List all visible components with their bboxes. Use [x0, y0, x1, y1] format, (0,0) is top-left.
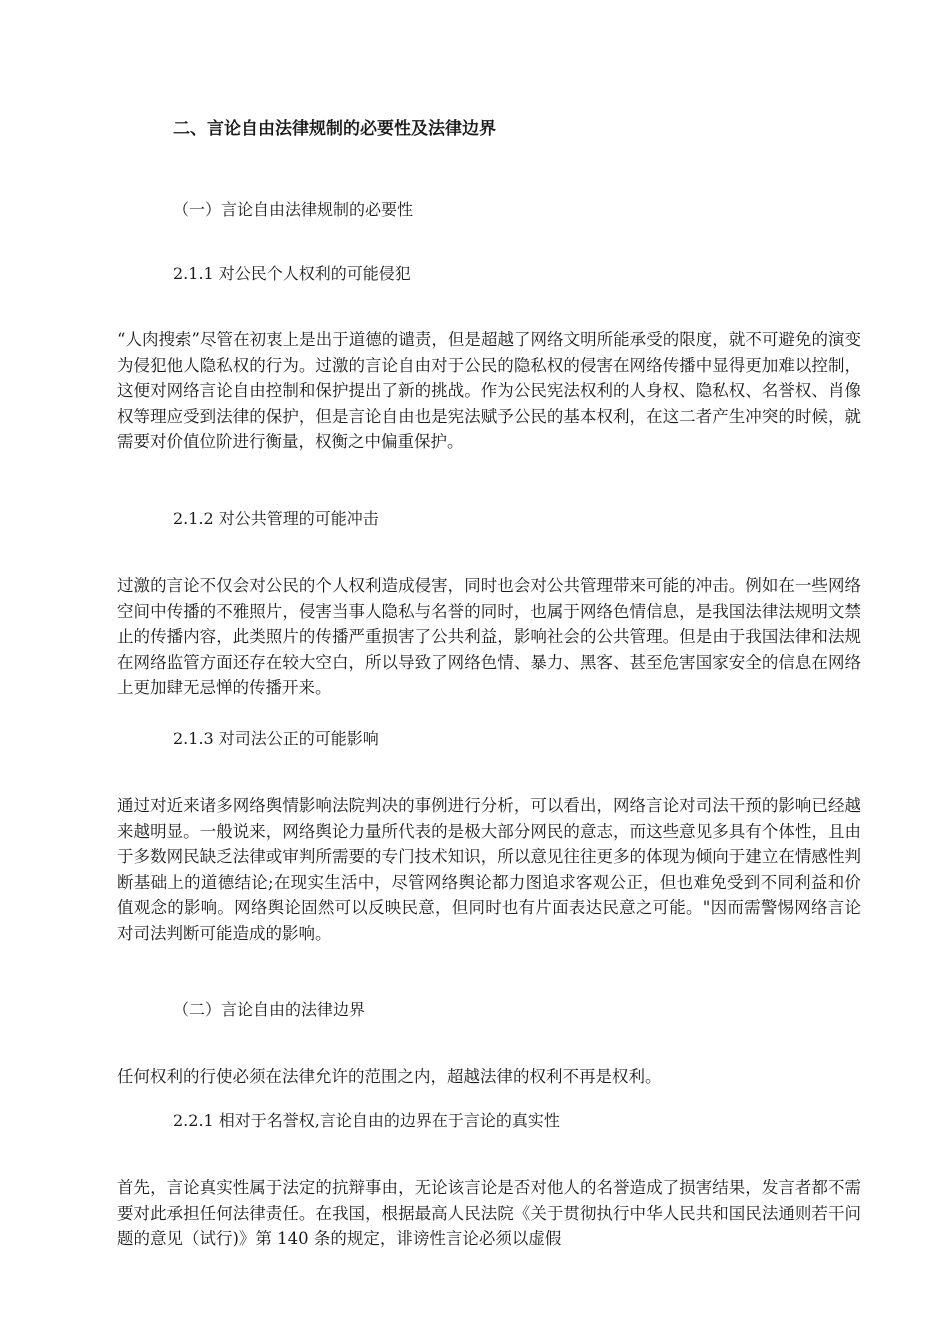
- paragraph-2-1-1: “人肉搜索”尽管在初衷上是出于道德的谴责，但是超越了网络文明所能承受的限度，就不可避免的演变为侵犯他人隐私权的行为。过激的言论自由对于公民的隐私权的侵害在网络传播中显得更加难以控制，这便对网络言论自由控制和保护提出了新的挑战。作为公民宪法权利的人身权、隐私权、名誉权、肖像权等理应受到法律的保护，但是言论自由也是宪法赋予公民的基本权利，在这二者产生冲突的时候，就需要对价值位阶进行衡量，权衡之中偏重保护。: [117, 330, 861, 451]
- subsection-title-necessity: （一）言论自由法律规制的必要性: [173, 200, 414, 219]
- paragraph-2-1-3: 通过对近来诸多网络舆情影响法院判决的事例进行分析，可以看出，网络言论对司法干预的影响已经越来越明显。一般说来，网络舆论力量所代表的是极大部分网民的意志，而这些意见多具有个体性，且由于多数网民缺乏法律或审判所需要的专门技术知识，所以意见往往更多的体现为倾向于建立在情感性判断基础上的道德结论;在现实生活中，尽管网络舆论都力图追求客观公正，但也难免受到不同利益和价值观念的影响。网络舆论固然可以反映民意，但同时也有片面表达民意之可能。"因而需警惕网络言论对司法判断可能造成的影响。: [117, 796, 861, 943]
- heading-2-1-2: 2.1.2 对公共管理的可能冲击: [173, 509, 379, 528]
- paragraph-2-2-1: 首先，言论真实性属于法定的抗辩事由，无论该言论是否对他人的名誉造成了损害结果，发言者都不需要对此承担任何法律责任。在我国，根据最高人民法院《关于贯彻执行中华人民共和国民法通则若干问题的意见（试行)》第 140 条的规定，诽谤性言论必须以虚假: [117, 1178, 861, 1248]
- subsection-title-boundary: （二）言论自由的法律边界: [173, 1000, 366, 1019]
- section-title: 二、言论自由法律规制的必要性及法律边界: [173, 119, 496, 139]
- heading-2-1-3: 2.1.3 对司法公正的可能影响: [173, 729, 379, 748]
- paragraph-2-1-2: 过激的言论不仅会对公民的个人权利造成侵害，同时也会对公共管理带来可能的冲击。例如在一些网络空间中传播的不雅照片，侵害当事人隐私与名誉的同时，也属于网络色情信息，是我国法律法规明文禁止的传播内容，此类照片的传播严重损害了公共利益，影响社会的公共管理。但是由于我国法律和法规在网络监管方面还存在较大空白，所以导致了网络色情、暴力、黑客、甚至危害国家安全的信息在网络上更加肆无忌惮的传播开来。: [117, 576, 861, 697]
- paragraph-boundary-intro: 任何权利的行使必须在法律允许的范围之内，超越法律的权利不再是权利。: [117, 1067, 662, 1086]
- heading-2-2-1: 2.2.1 相对于名誉权,言论自由的边界在于言论的真实性: [173, 1111, 560, 1130]
- heading-2-1-1: 2.1.1 对公民个人权利的可能侵犯: [173, 264, 411, 283]
